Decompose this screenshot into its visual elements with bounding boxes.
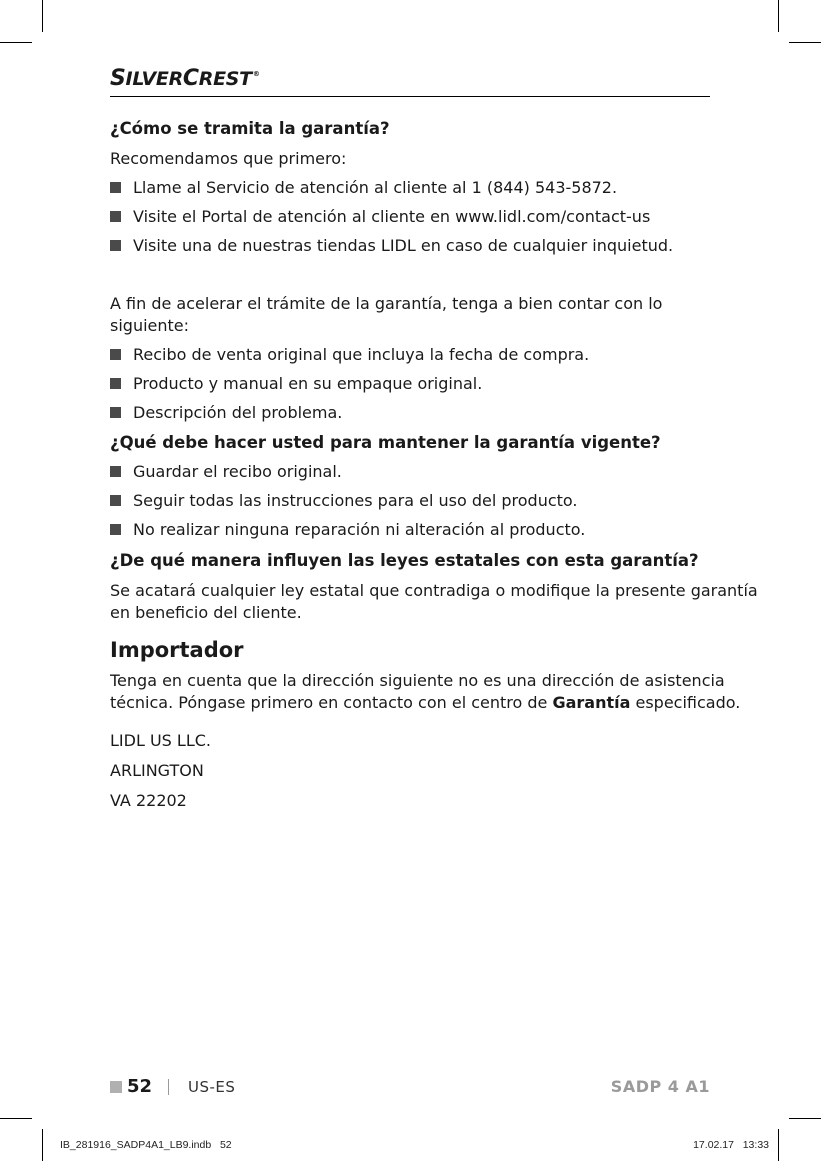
page-content: [110, 118, 758, 820]
importer-address: [110, 730, 715, 820]
paragraph-importer-line1: Tenga en cuenta que la dirección siguiente no es una dirección de asistencia: [110, 671, 725, 690]
list-item: Seguir todas las instrucciones para el uso del producto.: [110, 490, 715, 512]
crop-mark: [778, 0, 779, 32]
crop-mark: [0, 1118, 32, 1119]
paragraph-importer-line2: técnica. Póngase primero en contacto con el centro de Garantía especificado.: [110, 693, 741, 712]
bullet-square-icon: [110, 466, 121, 477]
model-number: SADP 4 A1: [610, 1077, 710, 1096]
bullet-list-keep-valid: [110, 461, 715, 541]
bullet-list-requirements: [110, 344, 715, 424]
address-line: VA 22202: [110, 791, 187, 810]
page-marker-square-icon: [110, 1081, 122, 1093]
bullet-square-icon: [110, 182, 121, 193]
language-code: US-ES: [188, 1078, 236, 1096]
print-slug-file: IB_281916_SADP4A1_LB9.indb 52: [60, 1139, 232, 1151]
print-slug-datetime: 17.02.17 13:33: [693, 1139, 769, 1151]
crop-mark: [789, 1118, 821, 1119]
list-item: Guardar el recibo original.: [110, 461, 715, 483]
section-heading-keep-valid: ¿Qué debe hacer usted para mantener la garantía vigente?: [110, 433, 661, 452]
footer-separator: [168, 1079, 169, 1095]
bullet-square-icon: [110, 495, 121, 506]
warranty-emphasis: Garantía: [552, 693, 631, 712]
crop-mark: [789, 42, 821, 43]
list-item: Producto y manual en su empaque original.: [110, 373, 715, 395]
bullet-square-icon: [110, 407, 121, 418]
address-line: ARLINGTON: [110, 761, 204, 780]
list-item: Descripción del problema.: [110, 402, 715, 424]
bullet-square-icon: [110, 378, 121, 389]
page-footer: [110, 1076, 710, 1100]
list-item: Recibo de venta original que incluya la fecha de compra.: [110, 344, 715, 366]
page-number: 52: [127, 1076, 153, 1097]
section-heading-state-laws: ¿De qué manera influyen las leyes estatales con esta garantía?: [110, 551, 699, 570]
paragraph-prep-intro: A fin de acelerar el trámite de la garantía, tenga a bien contar con lo siguiente:: [110, 294, 663, 335]
list-item: No realizar ninguna reparación ni alteración al producto.: [110, 519, 715, 541]
list-item: Visite el Portal de atención al cliente en www.lidl.com/contact-us: [110, 206, 715, 228]
paragraph-state-laws-line1: Se acatará cualquier ley estatal que contradiga o modifique la presente garantía: [110, 581, 758, 600]
brand-logo: SILVERCREST®: [110, 66, 260, 91]
crop-mark: [42, 1129, 43, 1161]
section-heading-warranty-process: ¿Cómo se tramita la garantía?: [110, 119, 390, 138]
list-item: Visite una de nuestras tiendas LIDL en caso de cualquier inquietud.: [110, 235, 715, 257]
bullet-square-icon: [110, 211, 121, 222]
section-heading-importer: Importador: [110, 638, 244, 662]
paragraph-state-laws-line2: en beneficio del cliente.: [110, 603, 302, 622]
bullet-square-icon: [110, 524, 121, 535]
crop-mark: [0, 42, 32, 43]
list-item: Llame al Servicio de atención al cliente al 1 (844) 543-5872.: [110, 177, 715, 199]
crop-mark: [42, 0, 43, 32]
crop-mark: [778, 1129, 779, 1161]
bullet-square-icon: [110, 240, 121, 251]
bullet-list-contact: [110, 177, 715, 257]
header-rule: [110, 96, 710, 97]
bullet-square-icon: [110, 349, 121, 360]
paragraph-intro: Recomendamos que primero:: [110, 149, 347, 168]
address-line: LIDL US LLC.: [110, 731, 211, 750]
